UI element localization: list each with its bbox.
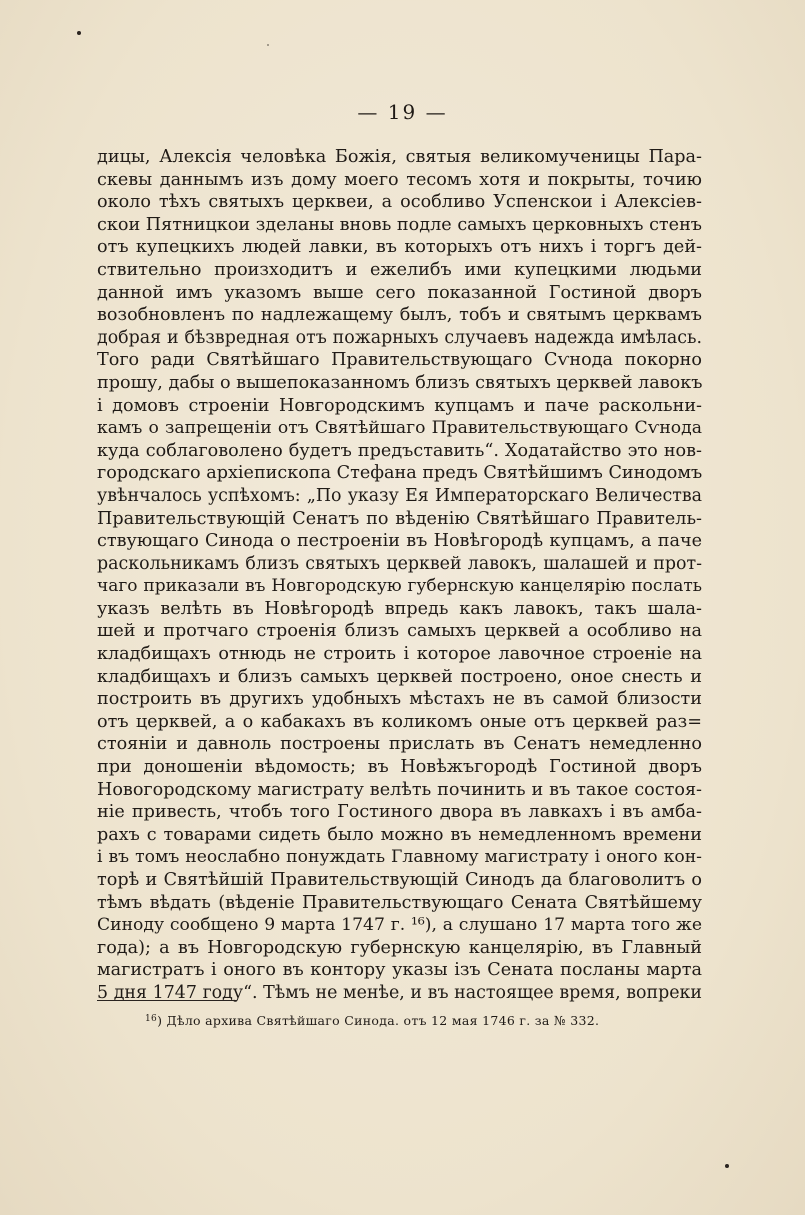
text-line: і домовъ строеніи Новгородскимъ купцамъ и паче раскольни- [97, 395, 702, 416]
text-line: Синоду сообщено 9 марта 1747 г. ¹⁶), а слушано 17 марта того же [97, 915, 702, 936]
text-line: магистратъ і оного въ контору указы ізъ Сената посланы марта [97, 960, 702, 981]
text-line: кладбищахъ и близъ самыхъ церквей построено, оное снесть и [97, 666, 702, 687]
text-line: 5 дня 1747 году“. Тѣмъ не менѣе, и въ настоящее время, вопреки [97, 982, 702, 1003]
text-line: при доношеніи вѣдомость; въ Новѣжъгородѣ Гостиной дворъ [97, 757, 702, 778]
text-line: кладбищахъ отнюдь не строить і которое лавочное строеніе на [97, 644, 702, 665]
text-line: Того ради Святѣйшаго Правительствующаго Сѵнода покорно [97, 350, 702, 371]
text-line: Новогородскому магистрату велѣть починить и въ такое состоя- [97, 779, 702, 800]
footnote-divider [97, 1000, 237, 1001]
footnote [145, 1013, 599, 1028]
ink-speck [725, 1164, 729, 1168]
text-line: отъ церквей, а о кабакахъ въ коликомъ оные отъ церквей раз= [97, 711, 702, 732]
text-line: чаго приказали въ Новгородскую губернскую канцелярію послать [97, 576, 702, 597]
text-line: данной имъ указомъ выше сего показанной Гостиной дворъ [97, 282, 702, 303]
text-line: і въ томъ неослабно понуждать Главному магистрату і оного кон- [97, 847, 702, 868]
footnote-marker: 16 [145, 1014, 158, 1024]
text-line: тѣмъ вѣдать (вѣденіе Правительствующаго Сената Святѣйшему [97, 892, 702, 913]
text-line: ствующаго Синода о пестроеніи въ Новѣгородѣ купцамъ, а паче [97, 531, 702, 552]
text-line: отъ купецкихъ людей лавки, въ которыхъ отъ нихъ і торгъ дей- [97, 237, 702, 258]
text-line: стояніи и давноль построены прислать въ Сенатъ немедленно [97, 734, 702, 755]
text-line: куда соблаговолено будетъ предъставить“. Ходатайство это нов- [97, 440, 702, 461]
text-line: рахъ с товарами сидеть было можно въ немедленномъ времени [97, 824, 702, 845]
ink-speck [77, 31, 81, 35]
text-line: построить въ другихъ удобныхъ мѣстахъ не въ самой близости [97, 689, 702, 710]
text-line: раскольникамъ близъ святыхъ церквей лавокъ, шалашей и прот- [97, 553, 702, 574]
text-line: скевы даннымъ изъ дому моего тесомъ хотя и покрыты, точию [97, 169, 702, 190]
text-line: шей и протчаго строенія близъ самыхъ церквей а особливо на [97, 621, 702, 642]
page-number: — 19 — [357, 100, 448, 124]
text-line: Правительствующій Сенатъ по вѣденію Святѣйшаго Правитель- [97, 508, 702, 529]
footnote-text: ) Дѣло архива Святѣйшаго Синода. отъ 12 мая 1746 г. за № 332. [157, 1013, 600, 1028]
text-line: возобновленъ по надлежащему былъ, тобъ и святымъ церквамъ [97, 305, 702, 326]
text-line: добрая и бѣзвредная отъ пожарныхъ случаевъ надежда имѣлась. [97, 327, 702, 348]
text-line: дицы, Алексія человѣка Божія, святыя великомученицы Пара- [97, 147, 702, 167]
text-line: увѣнчалось успѣхомъ: „По указу Ея Императорскаго Величества [97, 485, 702, 506]
ink-speck [267, 44, 269, 46]
text-line: ствительно произходитъ и ежелибъ ими купецкими людьми [97, 259, 702, 280]
text-line: года); а въ Новгородскую губернскую канцелярію, въ Главный [97, 937, 702, 958]
text-line: указъ велѣть въ Новѣгородѣ впредь какъ лавокъ, такъ шала- [97, 598, 702, 619]
text-line: прошу, дабы о вышепоказанномъ близъ святыхъ церквей лавокъ [97, 372, 702, 393]
text-line: торѣ и Святѣйшій Правительствующій Синодъ да благоволитъ о [97, 870, 702, 890]
text-line: около тѣхъ святыхъ церквеи, а особливо Успенскои і Алексіев- [97, 192, 702, 213]
text-line: скои Пятницкои зделаны вновь подле самыхъ церковныхъ стенъ [97, 214, 702, 235]
text-line: городскаго архіепископа Стефана предъ Святѣйшимъ Синодомъ [97, 463, 702, 484]
text-line: ніе привесть, чтобъ того Гостиного двора въ лавкахъ і въ амба- [97, 802, 702, 823]
body-text [97, 146, 702, 1005]
text-line: камъ о запрещеніи отъ Святѣйшаго Правительствующаго Сѵнода [97, 418, 702, 439]
